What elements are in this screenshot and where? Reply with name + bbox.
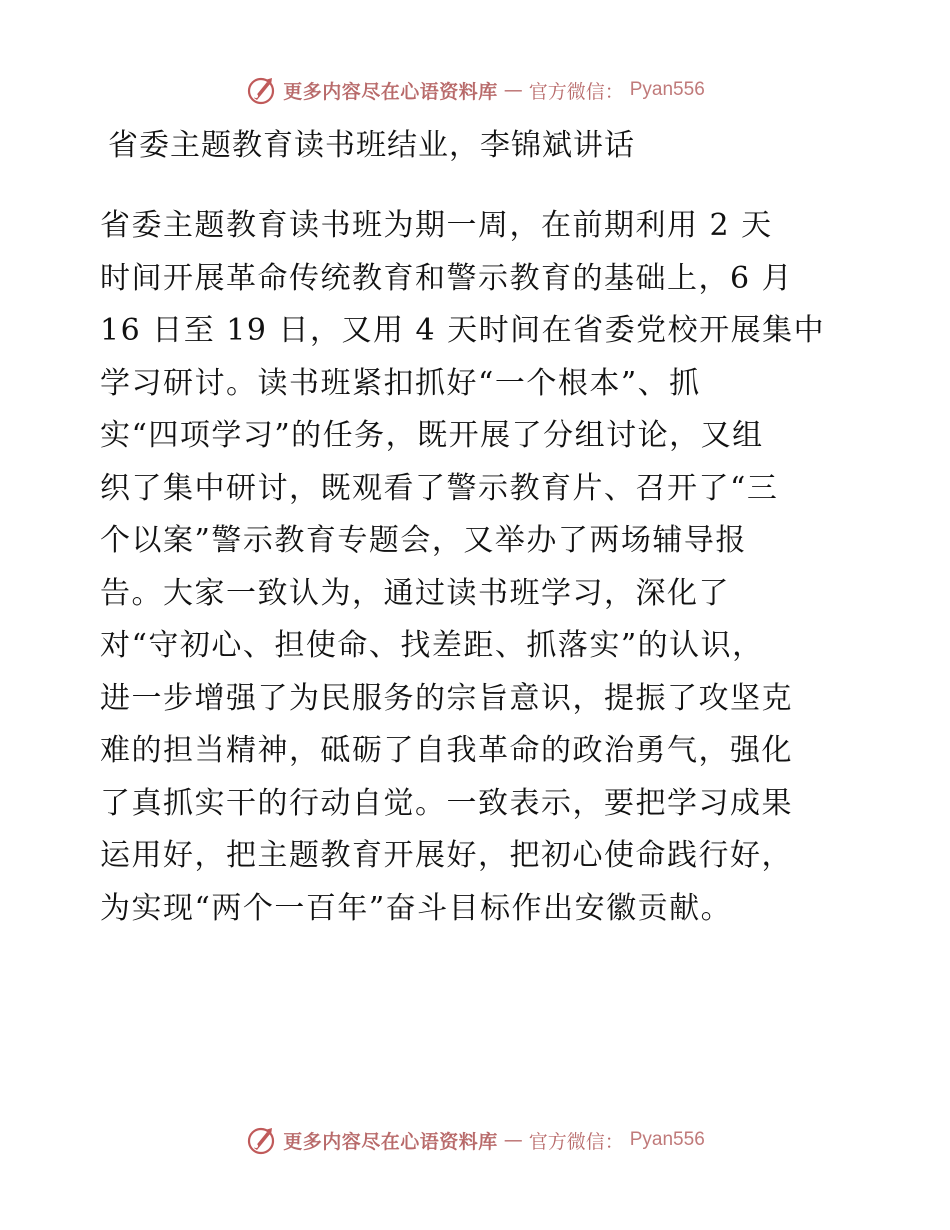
body-line: 对“守初心、担使命、找差距、抓落实”的认识，	[100, 628, 764, 663]
body-line: 织了集中研讨，既观看了警示教育片、召开了“三	[100, 470, 779, 506]
body-line: 难的担当精神，砥砺了自我革命的政治勇气，强化	[100, 733, 793, 768]
header-watermark	[0, 70, 950, 110]
body-line: 时间开展革命传统教育和警示教育的基础上，6 月	[100, 260, 794, 296]
watermark-wechat-label: 官方微信：	[528, 80, 624, 103]
body-line: 实“四项学习”的任务，既开展了分组讨论，又组	[100, 418, 764, 453]
quill-logo-icon	[245, 74, 277, 106]
footer-watermark	[0, 1120, 950, 1160]
watermark-separator: —	[503, 1129, 523, 1151]
body-line: 运用好，把主题教育开展好，把初心使命践行好，	[100, 838, 793, 873]
body-line: 了真抓实干的行动自觉。一致表示，要把学习成果	[100, 785, 793, 821]
body-line: 为实现“两个一百年”奋斗目标作出安徽贡献。	[100, 890, 733, 926]
quill-logo-icon	[245, 1124, 277, 1156]
body-line: 学习研讨。读书班紧扣抓好“一个根本”、抓	[100, 365, 701, 401]
watermark-brand-text: 更多内容尽在心语资料库	[283, 80, 498, 103]
watermark-wechat-id: Pyan556	[629, 79, 705, 100]
body-line: 16 日至 19 日，又用 4 天时间在省委党校开展集中	[100, 313, 826, 348]
body-line: 进一步增强了为民服务的宗旨意识，提振了攻坚克	[100, 680, 793, 716]
watermark-wechat-id: Pyan556	[629, 1129, 705, 1150]
watermark-separator: —	[503, 79, 523, 101]
body-line: 告。大家一致认为，通过读书班学习，深化了	[100, 575, 730, 611]
body-line: 省委主题教育读书班为期一周，在前期利用 2 天	[100, 208, 773, 243]
watermark-brand-text: 更多内容尽在心语资料库	[283, 1130, 498, 1153]
document-body	[100, 200, 860, 935]
body-line: 个以案”警示教育专题会，又举办了两场辅导报	[100, 523, 747, 558]
document-title: 省委主题教育读书班结业，李锦斌讲话	[108, 128, 635, 163]
watermark-wechat-label: 官方微信：	[528, 1130, 624, 1153]
